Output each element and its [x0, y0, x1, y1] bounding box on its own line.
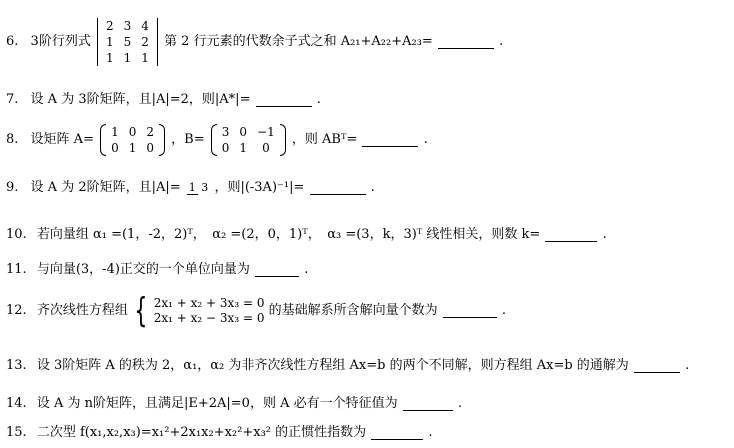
answer-blank[interactable] [310, 182, 366, 195]
matrix-cell: 0 [128, 125, 137, 139]
question-text: 设 A 为 n阶矩阵，且满足|E+2A|=0，则 A 必有一个特征值为 [36, 396, 398, 411]
question-tail: . [499, 34, 504, 49]
question-number: 14. [6, 396, 27, 411]
question-tail: . [685, 358, 690, 373]
matrix-cell: 0 [262, 141, 270, 155]
question-number: 12. [6, 303, 27, 318]
det-cell: 2 [141, 35, 149, 49]
det-cell: 3 [123, 19, 132, 33]
question-tail: . [370, 180, 375, 195]
answer-blank[interactable] [545, 229, 597, 242]
question-tail: . [304, 262, 309, 277]
answer-blank[interactable] [371, 427, 423, 440]
question-8 [6, 124, 428, 156]
matrix-a [100, 124, 165, 156]
det-cell: 2 [105, 19, 114, 33]
determinant [97, 18, 158, 66]
question-text: ，则 ABᵀ= [291, 132, 358, 147]
question-7 [6, 92, 321, 109]
det-cell: 1 [105, 51, 114, 65]
matrix-cell: 0 [221, 141, 230, 155]
question-15 [6, 425, 433, 442]
question-text: 若向量组 α₁ =(1，-2，2)ᵀ， α₂ =(2，0，1)ᵀ， α₃ =(3，k，3)ᵀ 线性相关，则数 k= [36, 227, 541, 242]
question-text: 齐次线性方程组 [36, 303, 128, 318]
question-tail: . [501, 303, 507, 318]
question-text: 设 3阶矩阵 A 的秩为 2，α₁，α₂ 为非齐次线性方程组 Ax=b 的两个不同解，则方程组 Ax=b 的通解为 [36, 358, 629, 373]
equation-line: 2x₁ + x₂ + 3x₃ = 0 [153, 296, 265, 310]
question-tail: . [316, 92, 321, 107]
answer-blank[interactable] [255, 264, 299, 277]
fraction-denominator: 3 [201, 181, 209, 194]
question-14 [6, 396, 462, 413]
matrix-cell: 0 [111, 141, 119, 155]
matrix-cell: 0 [146, 141, 155, 155]
matrix-cell: 3 [221, 125, 230, 139]
answer-blank[interactable] [443, 305, 497, 318]
matrix-cell: 1 [111, 125, 119, 139]
question-number: 7. [6, 92, 19, 107]
question-text: 设矩阵 A= [30, 132, 94, 147]
matrix-cell: 2 [146, 125, 155, 139]
question-number: 15. [6, 425, 27, 440]
question-text: 3阶行列式 [30, 34, 91, 49]
question-text: 二次型 f(x₁,x₂,x₃)=x₁²+2x₁x₂+x₂²+x₃² 的正惯性指数为 [36, 425, 367, 440]
question-text: 与向量(3，-4)正交的一个单位向量为 [36, 262, 250, 277]
question-12 [6, 291, 507, 331]
det-cell: 4 [141, 19, 149, 33]
fraction-numerator: 1 [188, 180, 196, 194]
question-text: ，B= [171, 132, 205, 147]
question-number: 9. [6, 180, 19, 195]
question-number: 10. [6, 227, 27, 242]
question-text: ，则|(-3A)⁻¹|= [214, 180, 305, 195]
question-number: 6. [6, 34, 19, 49]
question-text: 的基础解系所含解向量个数为 [268, 303, 438, 318]
matrix-cell: 0 [239, 125, 248, 139]
question-number: 11. [6, 262, 27, 277]
question-9 [6, 180, 375, 197]
question-text: 第 2 行元素的代数余子式之和 A₂₁+A₂₂+A₂₃= [164, 34, 433, 49]
left-brace-icon: { [134, 291, 148, 331]
matrix-b [211, 124, 286, 156]
question-6 [6, 18, 503, 66]
question-tail: . [457, 396, 463, 411]
det-cell: 1 [123, 51, 132, 65]
question-10 [6, 227, 607, 244]
question-11 [6, 262, 308, 279]
answer-blank[interactable] [362, 134, 418, 147]
det-cell: 1 [105, 35, 114, 49]
matrix-cell: −1 [257, 125, 275, 139]
det-cell: 5 [123, 35, 132, 49]
question-text: 设 A 为 3阶矩阵，且|A|=2，则|A*|= [30, 92, 251, 107]
matrix-cell: 1 [128, 141, 137, 155]
question-number: 8. [6, 132, 19, 147]
fraction [187, 182, 209, 195]
equation-line: 2x₁ + x₂ − 3x₃ = 0 [153, 311, 265, 325]
answer-blank[interactable] [634, 360, 680, 373]
question-text: 设 A 为 2阶矩阵，且|A|= [30, 180, 181, 195]
answer-blank[interactable] [256, 94, 312, 107]
question-tail: . [428, 425, 433, 440]
question-tail: . [602, 227, 607, 242]
question-tail: . [423, 132, 428, 147]
answer-blank[interactable] [403, 398, 453, 411]
equation-system [132, 291, 265, 331]
answer-blank[interactable] [438, 36, 494, 49]
matrix-cell: 1 [239, 141, 248, 155]
det-cell: 1 [141, 51, 149, 65]
question-13 [6, 358, 689, 375]
question-number: 13. [6, 358, 27, 373]
